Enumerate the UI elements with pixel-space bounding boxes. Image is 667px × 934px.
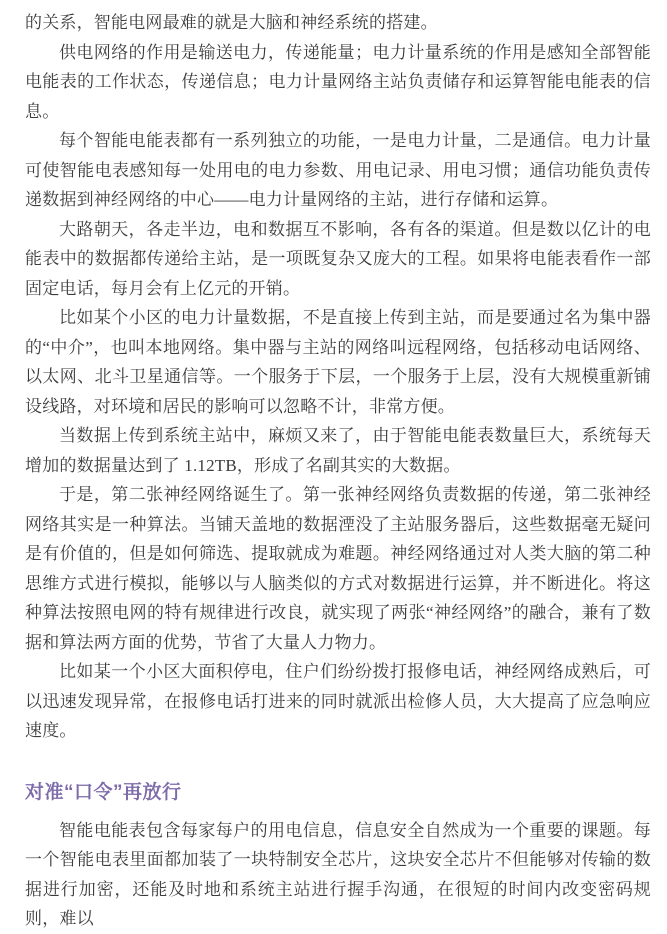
paragraph: 每个智能电能表都有一系列独立的功能，一是电力计量，二是通信。电力计量可使智能电表感知每一处用电的电力参数、用电记录、用电习惯；通信功能负责传递数据到神经网络的中心——电力计量网络的主站，进行存储和运算。 <box>25 131 651 209</box>
paragraph: 当数据上传到系统主站中，麻烦又来了，由于智能电能表数量巨大，系统每天增加的数据量达到了 1.12TB，形成了名副其实的大数据。 <box>25 426 651 475</box>
paragraph-continuation: 的关系，智能电网最难的就是大脑和神经系统的搭建。 <box>25 13 438 32</box>
page-body-text <box>25 8 651 934</box>
paragraph: 大路朝天，各走半边，电和数据互不影响，各有各的渠道。但是数以亿计的电能表中的数据都传递给主站，是一项既复杂又庞大的工程。如果将电能表看作一部固定电话，每月会有上亿元的开销。 <box>25 219 651 298</box>
section-heading: 对准“口令”再放行 <box>25 781 182 803</box>
paragraph: 于是，第二张神经网络诞生了。第一张神经网络负责数据的传递，第二张神经网络其实是一种算法。当铺天盖地的数据湮没了主站服务器后，这些数据毫无疑问是有价值的，但是如何筛选、提取就成为难题。神经网络通过对人类大脑的第二种思维方式进行模拟，能够以与人脑类似的方式对数据进行运算，并不断进化。将这种算法按照电网的特有规律进行改良，就实现了两张“神经网络”的融合，兼有了数据和算法两方面的优势，节省了大量人力物力。 <box>25 485 651 652</box>
paragraph: 供电网络的作用是输送电力，传递能量；电力计量系统的作用是感知全部智能电能表的工作状态，传递信息；电力计量网络主站负责储存和运算智能电能表的信息。 <box>25 42 651 121</box>
paragraph: 智能电能表包含每家每户的用电信息，信息安全自然成为一个重要的课题。每一个智能电表里面都加装了一块特制安全芯片，这块安全芯片不但能够对传输的数据进行加密，还能及时地和系统主站进行握手沟通，在很短的时间内改变密码规则，难以 <box>25 820 651 928</box>
paragraph: 比如某个小区的电力计量数据，不是直接上传到主站，而是要通过名为集中器的“中介”，也叫本地网络。集中器与主站的网络叫远程网络，包括移动电话网络、以太网、北斗卫星通信等。一个服务于下层，一个服务于上层，没有大规模重新铺设线路，对环境和居民的影响可以忽略不计，非常方便。 <box>25 308 651 416</box>
paragraph: 比如某一个小区大面积停电，住户们纷纷拨打报修电话，神经网络成熟后，可以迅速发现异常，在报修电话打进来的同时就派出检修人员，大大提高了应急响应速度。 <box>25 662 651 740</box>
